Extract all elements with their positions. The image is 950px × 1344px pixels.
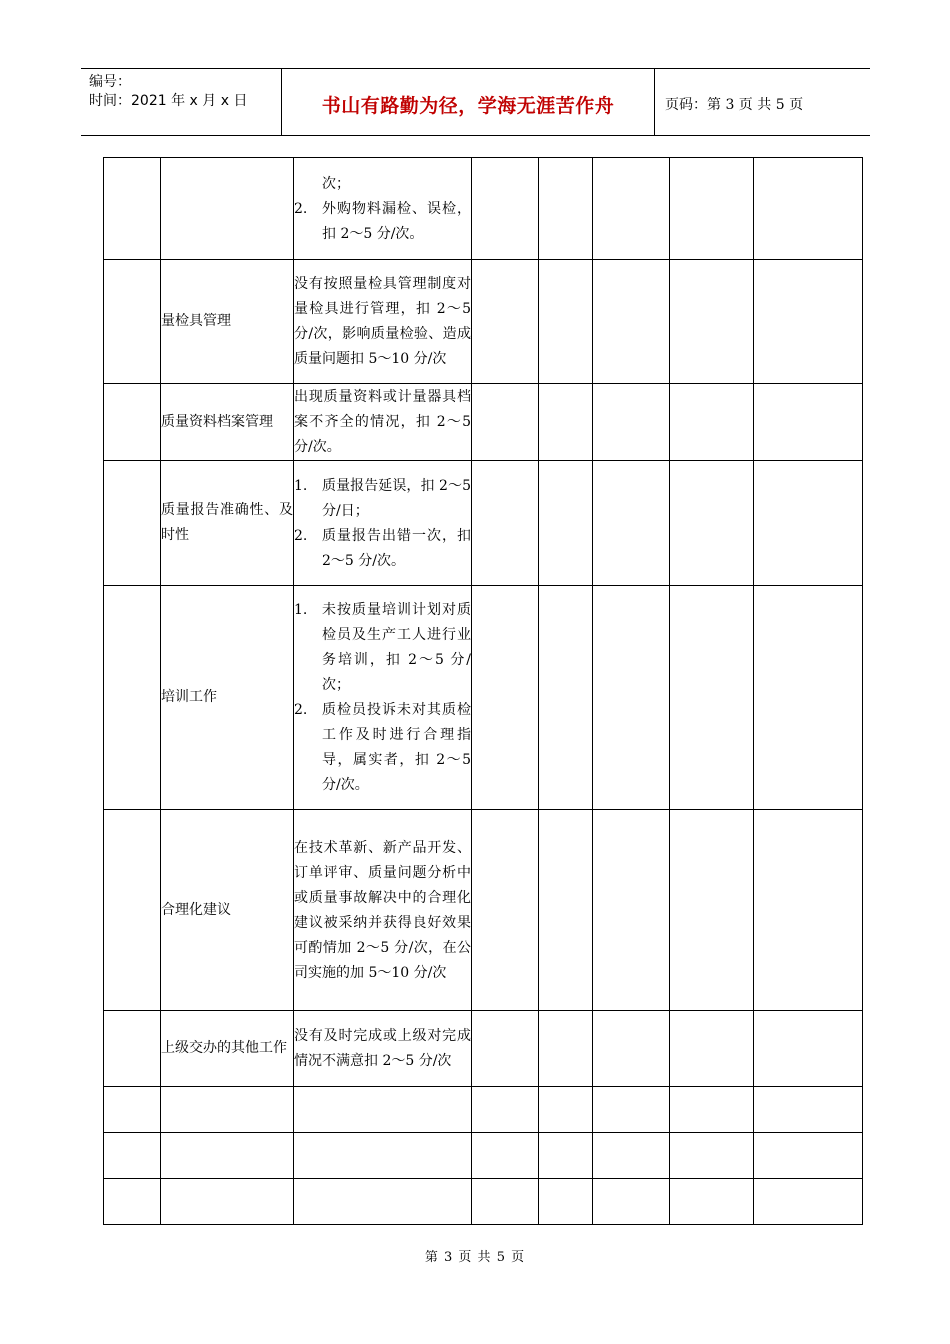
cell-assessment-item	[161, 260, 294, 384]
cell-scoring-standard	[294, 461, 472, 586]
cell-score-blank	[754, 384, 863, 461]
cell-score-blank	[472, 1087, 539, 1133]
document-code-label: 编号：	[89, 74, 131, 90]
cell-scoring-standard	[294, 1133, 472, 1179]
cell-score-blank	[593, 158, 670, 260]
scoring-standard-list-item	[294, 197, 471, 247]
table-body	[104, 158, 863, 1225]
scoring-standard-list-item	[294, 598, 471, 698]
list-item-number: 1.	[294, 477, 308, 494]
table-row	[104, 158, 863, 260]
cell-index	[104, 158, 161, 260]
cell-score-blank	[472, 1179, 539, 1225]
cell-score-blank	[670, 1179, 754, 1225]
cell-score-blank	[670, 461, 754, 586]
cell-index	[104, 1179, 161, 1225]
cell-scoring-standard	[294, 1087, 472, 1133]
assessment-item-text: 质量报告准确性、及时性	[161, 502, 293, 543]
assessment-item-text: 质量资料档案管理	[161, 413, 273, 430]
cell-score-blank	[670, 586, 754, 810]
cell-score-blank	[670, 384, 754, 461]
cell-assessment-item	[161, 1087, 294, 1133]
list-item-number: 2.	[294, 527, 308, 544]
cell-score-blank	[593, 1133, 670, 1179]
scoring-standard-list-item	[294, 172, 471, 197]
cell-score-blank	[593, 260, 670, 384]
cell-score-blank	[472, 1011, 539, 1087]
cell-score-blank	[472, 461, 539, 586]
cell-score-blank	[539, 260, 593, 384]
evaluation-table	[103, 157, 863, 1225]
cell-score-blank	[472, 158, 539, 260]
cell-score-blank	[472, 384, 539, 461]
cell-score-blank	[472, 586, 539, 810]
list-item-text: 质检员投诉未对其质检工作及时进行合理指导，属实者，扣 2～5 分/次。	[322, 702, 471, 793]
scoring-standard-list-item	[294, 524, 471, 574]
list-item-text: 次；	[322, 175, 350, 192]
cell-scoring-standard	[294, 810, 472, 1011]
cell-index	[104, 1133, 161, 1179]
cell-score-blank	[593, 1011, 670, 1087]
cell-score-blank	[593, 1087, 670, 1133]
cell-score-blank	[670, 158, 754, 260]
cell-index	[104, 384, 161, 461]
header-meta	[81, 69, 281, 135]
table-row	[104, 260, 863, 384]
table-row	[104, 586, 863, 810]
cell-score-blank	[539, 810, 593, 1011]
cell-assessment-item	[161, 586, 294, 810]
cell-score-blank	[472, 810, 539, 1011]
cell-score-blank	[539, 1011, 593, 1087]
cell-score-blank	[539, 461, 593, 586]
assessment-item-text: 量检具管理	[161, 313, 231, 329]
cell-index	[104, 810, 161, 1011]
cell-score-blank	[754, 1087, 863, 1133]
cell-index	[104, 260, 161, 384]
table-row	[104, 384, 863, 461]
header-page-info: 页码：第 3 页 共 5 页	[665, 97, 804, 113]
list-item-text: 质量报告出错一次，扣 2～5 分/次。	[322, 527, 471, 569]
cell-score-blank	[593, 384, 670, 461]
assessment-item-text: 合理化建议	[161, 901, 231, 918]
scoring-standard-text: 出现质量资料或计量器具档案不齐全的情况，扣 2～5 分/次。	[294, 389, 471, 455]
table-row	[104, 1179, 863, 1225]
cell-score-blank	[754, 810, 863, 1011]
cell-score-blank	[539, 1179, 593, 1225]
table-row	[104, 1011, 863, 1087]
scoring-standard-text: 没有及时完成或上级对完成情况不满意扣 2～5 分/次	[294, 1028, 471, 1069]
cell-score-blank	[670, 1087, 754, 1133]
list-item-text: 未按质量培训计划对质检员及生产工人进行业务培训，扣 2～5 分/次；	[322, 602, 471, 693]
cell-score-blank	[754, 586, 863, 810]
cell-score-blank	[754, 1011, 863, 1087]
cell-score-blank	[593, 1179, 670, 1225]
cell-assessment-item	[161, 1011, 294, 1087]
cell-index	[104, 1087, 161, 1133]
cell-score-blank	[472, 1133, 539, 1179]
scoring-standard-list-item	[294, 698, 471, 798]
table-row	[104, 810, 863, 1011]
table-row	[104, 1087, 863, 1133]
scoring-standard-text: 没有按照量检具管理制度对量检具进行管理，扣 2～5 分/次，影响质量检验、造成质量问题扣 5～10 分/次	[294, 276, 471, 367]
list-item-number: 2.	[294, 200, 308, 217]
cell-scoring-standard	[294, 1011, 472, 1087]
assessment-item-text: 上级交办的其他工作	[161, 1040, 287, 1056]
list-item-number	[294, 172, 322, 197]
cell-score-blank	[670, 260, 754, 384]
page-footer: 第 3 页 共 5 页	[424, 1250, 526, 1265]
page-header	[81, 68, 870, 136]
cell-score-blank	[539, 1133, 593, 1179]
cell-score-blank	[754, 158, 863, 260]
cell-assessment-item	[161, 461, 294, 586]
cell-score-blank	[670, 1011, 754, 1087]
cell-score-blank	[670, 1133, 754, 1179]
list-item-text: 外购物料漏检、误检，扣 2～5 分/次。	[322, 200, 471, 242]
cell-scoring-standard	[294, 1179, 472, 1225]
cell-assessment-item	[161, 1179, 294, 1225]
cell-score-blank	[539, 586, 593, 810]
cell-scoring-standard	[294, 158, 472, 260]
cell-score-blank	[593, 810, 670, 1011]
cell-score-blank	[593, 461, 670, 586]
table-row	[104, 461, 863, 586]
list-item-text: 质量报告延误，扣 2～5 分/日；	[322, 477, 471, 519]
cell-score-blank	[539, 158, 593, 260]
scoring-standard-text: 在技术革新、新产品开发、订单评审、质量问题分析中或质量事故解决中的合理化建议被采纳并获得良好效果可酌情加 2～5 分/次，在公司实施的加 5～10 分/次	[294, 839, 471, 981]
cell-score-blank	[754, 461, 863, 586]
list-item-number: 2.	[294, 702, 308, 718]
cell-score-blank	[539, 1087, 593, 1133]
table-row	[104, 1133, 863, 1179]
cell-score-blank	[472, 260, 539, 384]
cell-score-blank	[593, 586, 670, 810]
cell-index	[104, 586, 161, 810]
cell-assessment-item	[161, 1133, 294, 1179]
assessment-item-text: 培训工作	[161, 689, 217, 705]
header-motto: 书山有路勤为径，学海无涯苦作舟	[281, 69, 655, 135]
cell-score-blank	[754, 1133, 863, 1179]
document-date-label: 时间：2021 年 x 月 x 日	[89, 93, 248, 109]
cell-assessment-item	[161, 384, 294, 461]
cell-scoring-standard	[294, 384, 472, 461]
cell-assessment-item	[161, 810, 294, 1011]
list-item-number: 1.	[294, 602, 308, 618]
cell-score-blank	[670, 810, 754, 1011]
scoring-standard-list-item	[294, 474, 471, 524]
cell-scoring-standard	[294, 586, 472, 810]
cell-score-blank	[754, 260, 863, 384]
cell-score-blank	[539, 384, 593, 461]
cell-score-blank	[754, 1179, 863, 1225]
cell-index	[104, 461, 161, 586]
cell-index	[104, 1011, 161, 1087]
cell-assessment-item	[161, 158, 294, 260]
cell-scoring-standard	[294, 260, 472, 384]
